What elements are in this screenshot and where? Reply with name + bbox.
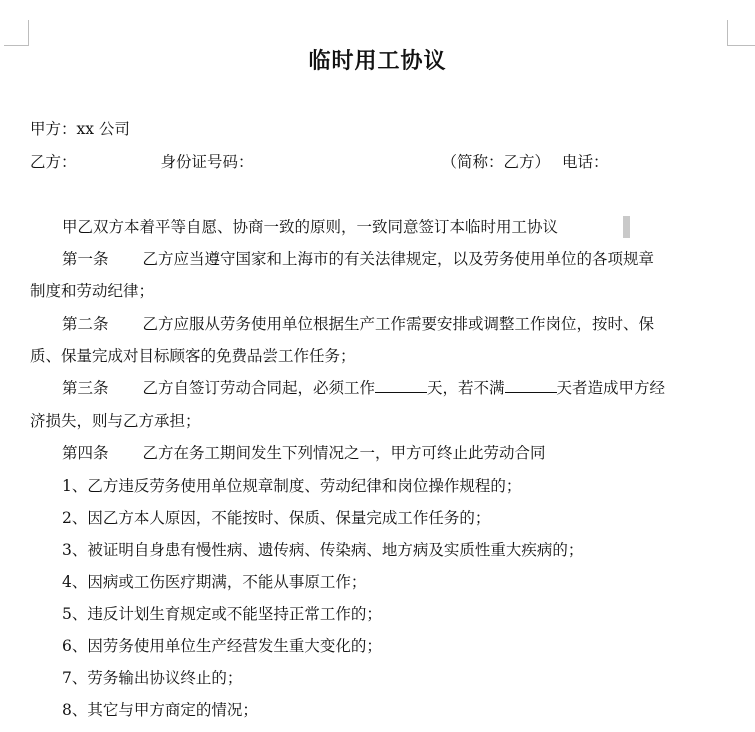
- article-2-line-2: 质、保量完成对目标顾客的免费品尝工作任务；: [30, 347, 356, 365]
- article-3-text-c: 天者造成甲方经: [556, 379, 666, 397]
- article-1-line-1: [62, 249, 654, 269]
- condition-item: 2、因乙方本人原因，不能按时、保质、保量完成工作任务的；: [62, 509, 491, 527]
- crop-mark-top-right-vertical: [727, 20, 728, 46]
- condition-item: 1、乙方违反劳务使用单位规章制度、劳动纪律和岗位操作规程的；: [62, 477, 522, 495]
- document-title: 临时用工协议: [308, 49, 447, 74]
- article-3-text-b: 天，若不满: [427, 379, 505, 397]
- article-2-line-1: [62, 314, 654, 334]
- days-blank-2: [505, 378, 557, 393]
- article-4-label: 第四条: [62, 444, 109, 462]
- article-2-label: 第二条: [62, 315, 109, 333]
- article-1-text: 乙方应当遵守国家和上海市的有关法律规定，以及劳务使用单位的各项规章: [142, 250, 655, 268]
- id-number-label: 身份证号码：: [160, 153, 254, 171]
- days-blank-1: [375, 378, 427, 393]
- phone-label: 电话：: [562, 153, 609, 171]
- condition-item: 4、因病或工伤医疗期满，不能从事原工作；: [62, 573, 367, 591]
- party-b-label: 乙方：: [30, 153, 77, 171]
- intro-paragraph: 甲乙双方本着平等自愿、协商一致的原则，一致同意签订本临时用工协议: [62, 218, 559, 236]
- party-a-line: 甲方：xx 公司: [30, 120, 130, 138]
- article-4-text: 乙方在务工期间发生下列情况之一，甲方可终止此劳动合同: [142, 444, 546, 462]
- article-1-label: 第一条: [62, 250, 109, 268]
- condition-item: 3、被证明自身患有慢性病、遗传病、传染病、地方病及实质性重大疾病的；: [62, 541, 584, 559]
- party-b-line: [30, 152, 609, 172]
- condition-item: 7、劳务输出协议终止的；: [62, 669, 243, 687]
- article-3-text-a: 乙方自签订劳动合同起，必须工作: [142, 379, 376, 397]
- article-1-line-2: 制度和劳动纪律；: [30, 282, 155, 300]
- crop-mark-top-left-vertical: [28, 20, 29, 46]
- short-name-label: （简称：乙方）: [441, 153, 551, 171]
- condition-item: 6、因劳务使用单位生产经营发生重大变化的；: [62, 637, 382, 655]
- article-3-line-1: [62, 378, 665, 398]
- article-4-line-1: [62, 443, 546, 463]
- condition-item: 5、违反计划生育规定或不能坚持正常工作的；: [62, 605, 382, 623]
- text-cursor: [623, 216, 630, 238]
- condition-item: 8、其它与甲方商定的情况；: [62, 701, 258, 719]
- article-3-line-2: 济损失，则与乙方承担；: [30, 412, 201, 430]
- article-3-label: 第三条: [62, 379, 109, 397]
- article-2-text: 乙方应服从劳务使用单位根据生产工作需要安排或调整工作岗位，按时、保: [142, 315, 655, 333]
